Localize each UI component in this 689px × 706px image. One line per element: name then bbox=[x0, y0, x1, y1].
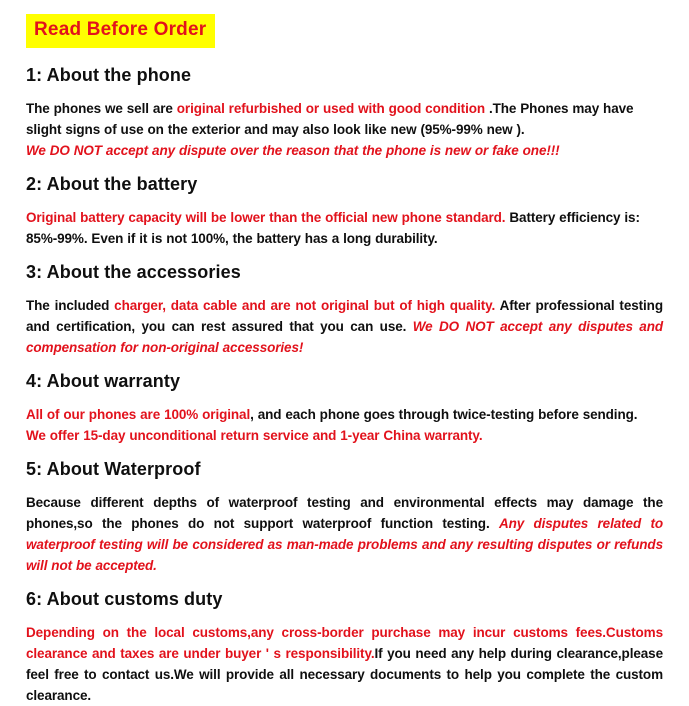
body-text: The included bbox=[26, 297, 115, 313]
emphasis-text: All of our phones are 100% original bbox=[26, 406, 251, 422]
section bbox=[26, 174, 663, 249]
emphasis-text: charger, data cable and are not original but of high quality. bbox=[114, 297, 496, 313]
section bbox=[26, 262, 663, 358]
paragraph bbox=[26, 622, 663, 706]
emphasis-text: We DO NOT accept any dispute over the reason that the phone is new or fake one!!! bbox=[26, 142, 560, 158]
emphasis-text: Original battery capacity will be lower than the official new phone standard. bbox=[26, 209, 506, 225]
paragraph bbox=[26, 492, 663, 576]
paragraph bbox=[26, 140, 663, 161]
section-heading: 5: About Waterproof bbox=[26, 458, 201, 479]
emphasis-text: We offer 15-day unconditional return service and 1-year China warranty. bbox=[26, 427, 483, 443]
body-text: Battery efficiency is: 85%-99%. Even if it is not 100%, the battery has a long durability. bbox=[26, 209, 640, 246]
section-heading: 4: About warranty bbox=[26, 370, 181, 391]
body-text: , and each phone goes through twice-testing before sending. bbox=[250, 406, 638, 422]
body-text: .The Phones may have slight signs of use on the exterior and may also look like new (95%-99% new ). bbox=[26, 100, 634, 137]
section-heading: 3: About the accessories bbox=[26, 261, 241, 282]
emphasis-text: original refurbished or used with good condition bbox=[176, 100, 489, 116]
section-heading: 6: About customs duty bbox=[26, 588, 223, 609]
paragraph bbox=[26, 425, 663, 446]
emphasis-text: Depending on the local customs,any cross-border purchase may incur customs fees.Customs clearance and taxes are under buyer ' s responsibility. bbox=[26, 624, 663, 661]
section-heading: 2: About the battery bbox=[26, 173, 198, 194]
section bbox=[26, 65, 663, 161]
paragraph bbox=[26, 207, 663, 249]
sections bbox=[26, 65, 663, 706]
emphasis-text: Any disputes related to waterproof testing will be considered as man-made problems and any resulting disputes or refunds will not be accepted. bbox=[26, 515, 663, 573]
paragraph bbox=[26, 295, 663, 358]
page-title: Read Before Order bbox=[26, 14, 215, 48]
paragraph bbox=[26, 98, 663, 140]
body-text: If you need any help during clearance,please feel free to contact us.We will provide all necessary documents to help you complete the custom clearance. bbox=[26, 645, 663, 703]
section bbox=[26, 371, 663, 446]
body-text: Because different depths of waterproof testing and environmental effects may damage the phones,so the phones do not support waterproof function testing. bbox=[26, 494, 663, 531]
section-heading: 1: About the phone bbox=[26, 64, 192, 85]
body-text: The phones we sell are bbox=[26, 100, 177, 116]
section bbox=[26, 459, 663, 576]
section bbox=[26, 589, 663, 706]
body-text: After professional testing and certification, you can rest assured that you can use. bbox=[26, 297, 663, 334]
paragraph bbox=[26, 404, 663, 425]
emphasis-text: We DO NOT accept any disputes and compensation for non-original accessories! bbox=[26, 318, 663, 355]
